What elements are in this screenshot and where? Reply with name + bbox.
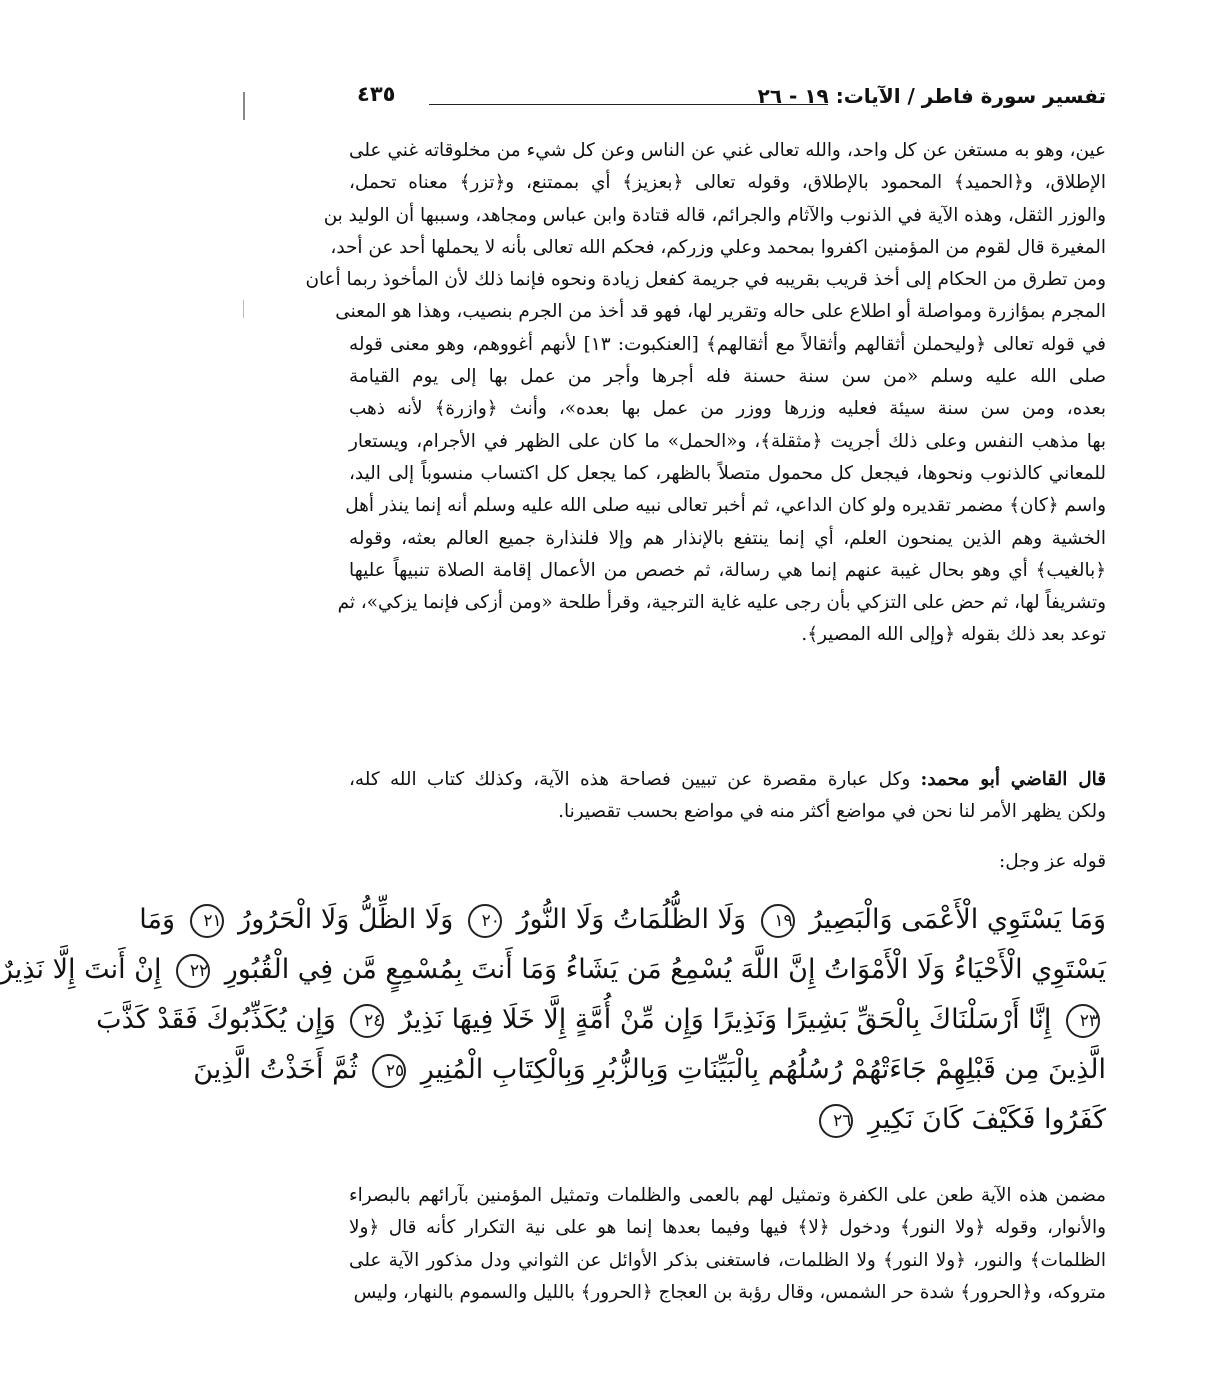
text-line: الظلمات﴾ والنور، ﴿ولا النور﴾ ولا الظلمات، فاستغنى بذكر الأوائل عن الثواني ودل مذكور الآية على	[349, 1249, 1106, 1271]
text-line: قال القاضي أبو محمد: وكل عبارة مقصرة عن تبيين فصاحة هذه الآية، وكذلك كتاب الله كله،	[349, 769, 1106, 790]
text-line: بها مذهب النفس وعلى ذلك أجريت ﴿مثقلة﴾، و«الحمل» ما كان على الظهر في الأجرام، ويستعار	[349, 430, 1106, 452]
verse-line	[96, 995, 1106, 1045]
ayah-number-marker: ٢٤	[350, 1004, 384, 1038]
verse-text: ثُمَّ أَخَذْتُ الَّذِينَ	[193, 1054, 358, 1085]
page-number: ٤٣٥	[357, 82, 396, 106]
ayah-number-marker: ١٩	[761, 904, 795, 938]
page-header	[357, 78, 1106, 118]
text-line: مضمن هذه الآية طعن على الكفرة وتمثيل لهم بالعمى والظلمات وتمثيل المؤمنين بآرائهم بالبصراء	[349, 1185, 1106, 1206]
verse-text: وَلَا الظُّلُمَاتُ وَلَا النُّورُ	[516, 904, 746, 935]
commentary-paragraph	[305, 135, 1106, 652]
commentary-paragraph	[349, 1180, 1106, 1309]
verse-text: الَّذِينَ مِن قَبْلِهِمْ جَاءَتْهُمْ رُسُلُهُم بِالْبَيِّنَاتِ وَبِالزُّبُرِ وَبِالْكِتَابِ الْمُنِيرِ	[420, 1054, 1106, 1085]
text-line: في قوله تعالى ﴿وليحملن أثقالهم وأثقالاً مع أثقالهم﴾ [العنكبوت: ١٣] لأنهم أغووهم، وهو معنى قوله	[349, 333, 1106, 355]
text-line: توعد بعد ذلك بقوله ﴿وإلى الله المصير﴾.	[801, 624, 1106, 646]
ayah-number-marker: ٢٦	[819, 1104, 853, 1138]
quran-verses	[0, 895, 1106, 1145]
verse-text: إِنْ أَنتَ إِلَّا نَذِيرٌ	[0, 954, 162, 985]
verse-line	[139, 895, 1106, 945]
text-line: المجرم بمؤازرة ومواصلة أو اطلاع على حاله وتقرير لها، فهو قد أخذ من الجرم بنصيب، وهذا هو المعنى	[335, 301, 1106, 323]
judge-remark-paragraph	[349, 764, 1106, 829]
verse-intro	[349, 846, 1106, 878]
text-line: الإطلاق، و﴿الحميد﴾ المحمود بالإطلاق، وقوله تعالى ﴿بعزيز﴾ أي بممتنع، و﴿تزر﴾ معناه تحمل،	[349, 172, 1106, 194]
text-line: ومن تطرق من الحكام إلى أخذ قريب بقريبه في جريمة كفعل زيادة ونحوه فإنما ذلك لأن المأخوذ ربما أعان	[305, 269, 1106, 291]
verse-text: إِنَّا أَرْسَلْنَاكَ بِالْحَقِّ بَشِيرًا وَنَذِيرًا وَإِن مِّنْ أُمَّةٍ إِلَّا خَلَا فِيهَا نَذِيرٌ	[398, 1004, 1052, 1035]
ayah-number-marker: ٢٠	[468, 904, 502, 938]
text-line: للمعاني كالذنوب ونحوها، فيجعل كل محمول متصلاً بالظهر، كما يجعل كل اكتساب منسوباً إلى اليد،	[349, 462, 1106, 484]
text-line: والوزر الثقل، وهذه الآية في الذنوب والآثام والجرائم، قاله قتادة وابن عباس ومجاهد، وسببها أن الوليد بن	[323, 204, 1106, 226]
verse-text: وَمَا يَسْتَوِي الْأَعْمَى وَالْبَصِيرُ	[809, 904, 1106, 935]
verse-line	[0, 945, 1106, 995]
verse-text: وَمَا	[139, 904, 175, 935]
text-line: ﴿بالغيب﴾ أي وهو بحال غيبة عنهم إنما هي رسالة، ثم خصص من الأعمال إقامة الصلاة تنبيهاً عليها	[349, 559, 1106, 581]
text-line: ولكن يظهر الأمر لنا نحن في مواضع أكثر منه في مواضع بحسب تقصيرنا.	[558, 801, 1106, 823]
text-line: المغيرة قال لقوم من المؤمنين اكفروا بمحمد وعلي وزركم، فحكم الله تعالى بأنه لا يحملها أحد عن أحد،	[330, 236, 1106, 258]
binding-mark	[243, 300, 244, 318]
speaker-label: قال القاضي أبو محمد:	[920, 769, 1106, 790]
running-title: تفسير سورة فاطر / الآيات: ١٩ - ٢٦	[757, 84, 1106, 108]
header-rule	[429, 104, 828, 105]
ayah-number-marker: ٢٣	[1066, 1004, 1100, 1038]
verse-intro-line: قوله عز وجل:	[999, 851, 1106, 872]
text-line: صلى الله عليه وسلم «من سن سنة حسنة فله أجرها وأجر من عمل بها إلى يوم القيامة	[349, 366, 1106, 388]
text-line: بعده، ومن سن سنة سيئة فعليه وزرها ووزر من عمل بها بعده»، وأنث ﴿وازرة﴾ لأنه ذهب	[349, 398, 1106, 420]
verse-line	[349, 1095, 1106, 1145]
text-line: والأنوار، وقوله ﴿ولا النور﴾ ودخول ﴿لا﴾ فيها وفيما بعدها إنما هو على نية التكرار كأنه قال ﴿ولا	[349, 1217, 1106, 1239]
verse-text: وَإِن يُكَذِّبُوكَ فَقَدْ كَذَّبَ	[96, 1004, 336, 1035]
verse-line	[193, 1045, 1106, 1095]
verse-text: وَلَا الظِّلُّ وَلَا الْحَرُورُ	[238, 904, 454, 935]
ayah-number-marker: ٢٢	[176, 954, 210, 988]
text-line: عين، وهو به مستغن عن كل واحد، والله تعالى غني عن الناس وعن كل شيء من مخلوقاته غني على	[349, 140, 1106, 161]
text-line: الخشية وهم الذين يمنحون العلم، أي إنما ينتفع بالإنذار هم وإلا فلنذارة جميع العالم بعثه، وقوله	[349, 527, 1106, 549]
ayah-number-marker: ٢٥	[372, 1054, 406, 1088]
text-line: وتشريفاً لها، ثم حض على التزكي بأن رجى عليه غاية الترجية، وقرأ طلحة «ومن أزكى فإنما يزكي»، ثم	[337, 592, 1106, 614]
text-line: واسم ﴿كان﴾ مضمر تقديره ولو كان الداعي، ثم أخبر تعالى نبيه صلى الله عليه وسلم أنه إنما ينذر أهل	[345, 495, 1106, 517]
verse-text: كَفَرُوا فَكَيْفَ كَانَ نَكِيرِ	[868, 1104, 1106, 1135]
text-line: متروكه، و﴿الحرور﴾ شدة حر الشمس، وقال رؤبة بن العجاج ﴿الحرور﴾ بالليل والسموم بالنهار، وليس	[353, 1281, 1106, 1303]
ayah-number-marker: ٢١	[190, 904, 224, 938]
binding-mark	[243, 92, 245, 120]
verse-text: يَسْتَوِي الْأَحْيَاءُ وَلَا الْأَمْوَاتُ إِنَّ اللَّهَ يُسْمِعُ مَن يَشَاءُ وَمَا أَنتَ بِمُسْمِعٍ مَّن فِي الْقُبُورِ	[224, 954, 1106, 985]
